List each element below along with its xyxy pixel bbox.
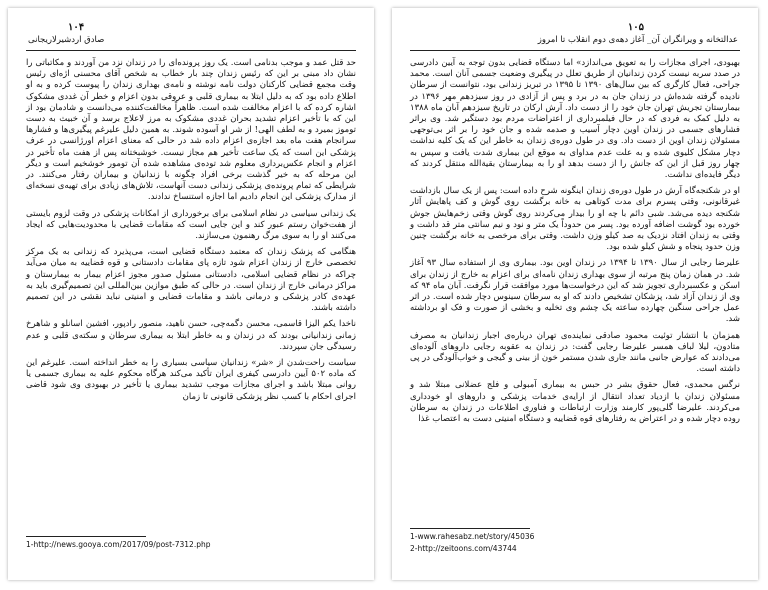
footnote-divider <box>26 536 146 537</box>
paragraph: سیاست راحت‌شدن از «شر» زندانیان سیاسی بسیاری را به خطر انداخته است. علیرغم این که ماده ۵۰۲ آیین دادرسی کیفری ایران تأکید می‌کند هرگاه محکوم علیه به بیماری جسمی یا روانی مبتلا باشد و اجرای مجازات موجب تشدید بیماری یا تأخیر در بهبودی وی شود قاضی اجرای احکام با کسب نظر پزشکی قانونی تا زمان <box>26 358 357 402</box>
body-text <box>26 58 356 408</box>
page-number: ۱۰۵ <box>627 22 644 33</box>
page-header <box>26 22 356 51</box>
paragraph: علیرضا رجایی از سال ۱۳۹۰ تا ۱۳۹۴ در زندان اوین بود. بیماری وی از استفاده سال ۹۳ آغاز شد. در همان زمان پنج مرتبه از سوی بهداری زندان نامه‌ای برای اعزام به خارج از زندان برای اسکن و عکسبرداری تجویز شد که این درخواست‌ها مورد موافقت قرار نگرفت. آبان ماه ۹۴ که وی از زندان آزاد شد، پزشکان تشخیص دادند که او به سرطان سینوس دچار شده است. در اثر عمل جراحی سنگین چهارده ساعته یک چشم وی تخلیه و بخشی از صورت و فک او برداشته شد. <box>410 258 741 325</box>
paragraph: حد قتل عمد و موجب بدنامی است. یک روز پرونده‌ای را در زندان نزد من آوردند و مکاتباتی را نشان داد مبنی بر این که رئیس زندان چند بار خطاب به شخص آقای محسنی اژه‌ای رئیس وقت مجمع قضایی کارکنان دولت نامه نوشته و نامه‌ی بهداری زندان را پیوست کرده و به او اطلاع داده بود که به دلیل ابتلا به بیماری قلبی و عروقی بدون اعزام و خطر آن غددی مشکوک اشاره کرده که با اعزام مخالفت شده است. ظاهراً مخالفت‌کننده می‌دانست و شادمان بود از این که با تأخیر اعزام تشدید بحران غددی مشکوک به مرز لاعلاج برسد و آن خبیث به دست توموز بمیرد و به لطف الهی! از شر او آسوده شوند. به همین دلیل علیرغم پیگیری‌ها و فشارها سرانجام هفت ماه بعد اجازه‌ی اعزام داده شد در حالی که معنای اعزام اورژانسی در عرف پزشکی این است که یک ساعت تأخیر هم مجاز نیست. خوشبختانه پس از هفت ماه تأخیر در اعزام و انجام عکس‌برداری معلوم شد توده‌ی مشاهده شده آن تومور خوشخیم است و دیگر این مرحله که به خیر گذشت برخی افراد چگونه با زندانیان و بیماران رفتار می‌کنند. در شرایطی که تمام پرونده‌ی پزشکی زندانی دست آنهاست، تلاش‌های زیادی برای تهیه‌ی نسخه‌ای از مدارک پزشکی این انجام دادیم اما اجازه استنساخ ندادند. <box>26 58 356 203</box>
paragraph: ناخدا یکم الیزا قاسمی، محسن دگمه‌چی، حسن ناهید، منصور رادپور، افشین اسانلو و شاهرخ زمانی زندانیانی بودند که در زندان و به خاطر ابتلا به بیماری سرطان و سکته‌ی قلبی و عدم رسیدگی جان سپردند. <box>26 319 356 352</box>
paragraph: او در شکنجه‌گاه آرش در طول دوره‌ی زندان اینگونه شرح داده است: پس از یک سال بازداشت غیرقانونی، وقتی پسرم برای مدت کوتاهی به خانه برگشت روی گوش و کف پاهایش آثار شکنجه دیده می‌شد. شبی دائم با چه او را بیدار می‌کردند روی گوش وقتی زخم‌هایش جوش خورده بود گوشت اضافه آورده بود. پسر من حدوداً یک متر و نود و نیم سانتی متر قد داشت و وقتی به زندان افتاد نزدیک به صد کیلو وزن داشت. وقتی برای مرخصی به خانه برگشت چنین وزن حدود پنجاه و شش کیلو شده بود. <box>410 186 740 253</box>
running-head: عدالتخانه و ویرانگران آن_ آغاز دهه‌ی دوم انقلاب تا امروز <box>537 35 738 45</box>
book-gutter <box>378 0 390 590</box>
paragraph: یک زندانی سیاسی در نظام اسلامی برای برخورداری از امکانات پزشکی در وقت لزوم بایستی از هفت‌خوان رستم عبور کند و این جایی است که مقامات قضایی با محدودیت‌هایی که ایجاد می‌کنند او را به سوی مرگ رهنمون می‌سازند. <box>26 208 356 242</box>
footnote: 1-http://news.gooya.com/2017/09/post-7312.php <box>26 540 211 549</box>
page-number: ۱۰۴ <box>68 22 85 33</box>
left-page <box>8 8 374 580</box>
page-header <box>410 22 740 51</box>
paragraph: بهبودی، اجرای مجازات را به تعویق می‌اندازد» اما دستگاه قضایی بدون توجه به آیین دادرسی در صدد سربه نیست کردن زندانیان از طریق تعلل در پیگیری وضعیت جسمی آنان است. محمد جراحی، فعال کارگری که بین سال‌های ۱۳۹۰ تا ۱۳۹۵ در تبریز زندانی بود، نتوانست از سرطان نادیده گرفته شده‌اش در زندان جان به در برد و پس از آزادی در روز سیزدهم مهر ۱۳۹۶ در بیمارستان تجریش تهران جان خود را از دست داد. آرش ارکان در تاریخ سیزدهم آبان ماه ۱۳۸۸ به دلیل کمک به فردی که در حال فیلمبرداری از اعتراضات مردم بود دستگیر شد. وی براثر فشارهای جسمی در زندان اوین دچار آسیب و صدمه شده و جان خود را بر اثر بی‌توجهی مسئولان زندان اوین از دست داد. وی در طول دوره‌ی زندان به خاطر این که یک کلیه نداشت دچار مشکل کلیوی شده و به علت عدم مداوای به موقع این بیماری شدت یافت و سپس به چهار روز قبل از این که جانش را از دست بدهد او را به بیمارستان بقیةالله منتقل کردند که دیگر فایده‌ای نداشت. <box>410 58 741 181</box>
footnote: 1-www.rahesabz.net/story/45036 <box>410 532 535 541</box>
footnote-divider <box>410 528 530 529</box>
paragraph: نرگس محمدی، فعال حقوق بشر در حبس به بیماری آمبولی و فلج عضلانی مبتلا شد و مسئولان زندان با ازدیاد تعداد انتقال از ارایه‌ی خدمات پزشکی و داروهای او خودداری می‌کردند. علیرضا گلی‌پور کارمند وزارت ارتباطات و فناوری اطلاعات در زندان به سرطان روده دچار شده و در اعتراض به رفتارهای قوه قضاییه و دستگاه امنیتی دست به اعتصاب غذا <box>410 380 740 425</box>
paragraph: هنگامی که پزشک زندان که معتمد دستگاه قضایی است، می‌پذیرد که زندانی به یک مرکز تخصصی خارج از زندان اعزام شود تازه پای مقامات دادستانی و قوه قضاییه به میان می‌آید چراکه در نظام قضایی اسلامی، دادستانی مسئول صدور مجوز اعزام بیمار به بیمارستان و مراکز درمانی خارج از زندان است. در حالی که طبق موازین بین‌المللی این تصمیم‌گیری باید به عهده‌ی کادر پزشکی و درمانی باشد و مقامات قضایی و امنیتی نباید نقشی در این تصمیم داشته باشند. <box>26 247 356 314</box>
paragraph: همزمان با انتشار توئیت محمود صادقی نماینده‌ی تهران درباره‌ی اجبار زندانیان به مصرف متادون، لیلا لباف همسر علیرضا رجایی گفت: در زندان به عقوبه رجایی داروهای آلوده‌ای می‌دادند که عوارض جانبی مانند جاری شدن مستمر خون از بینی و گیجی و خواب‌آلودگی در پی داشته است. <box>410 330 740 375</box>
running-head: صادق اردشیرلاریجانی <box>28 35 105 45</box>
body-text <box>410 58 740 430</box>
footnote: 2-http://zeitoons.com/43744 <box>410 544 517 553</box>
right-page <box>392 8 758 580</box>
